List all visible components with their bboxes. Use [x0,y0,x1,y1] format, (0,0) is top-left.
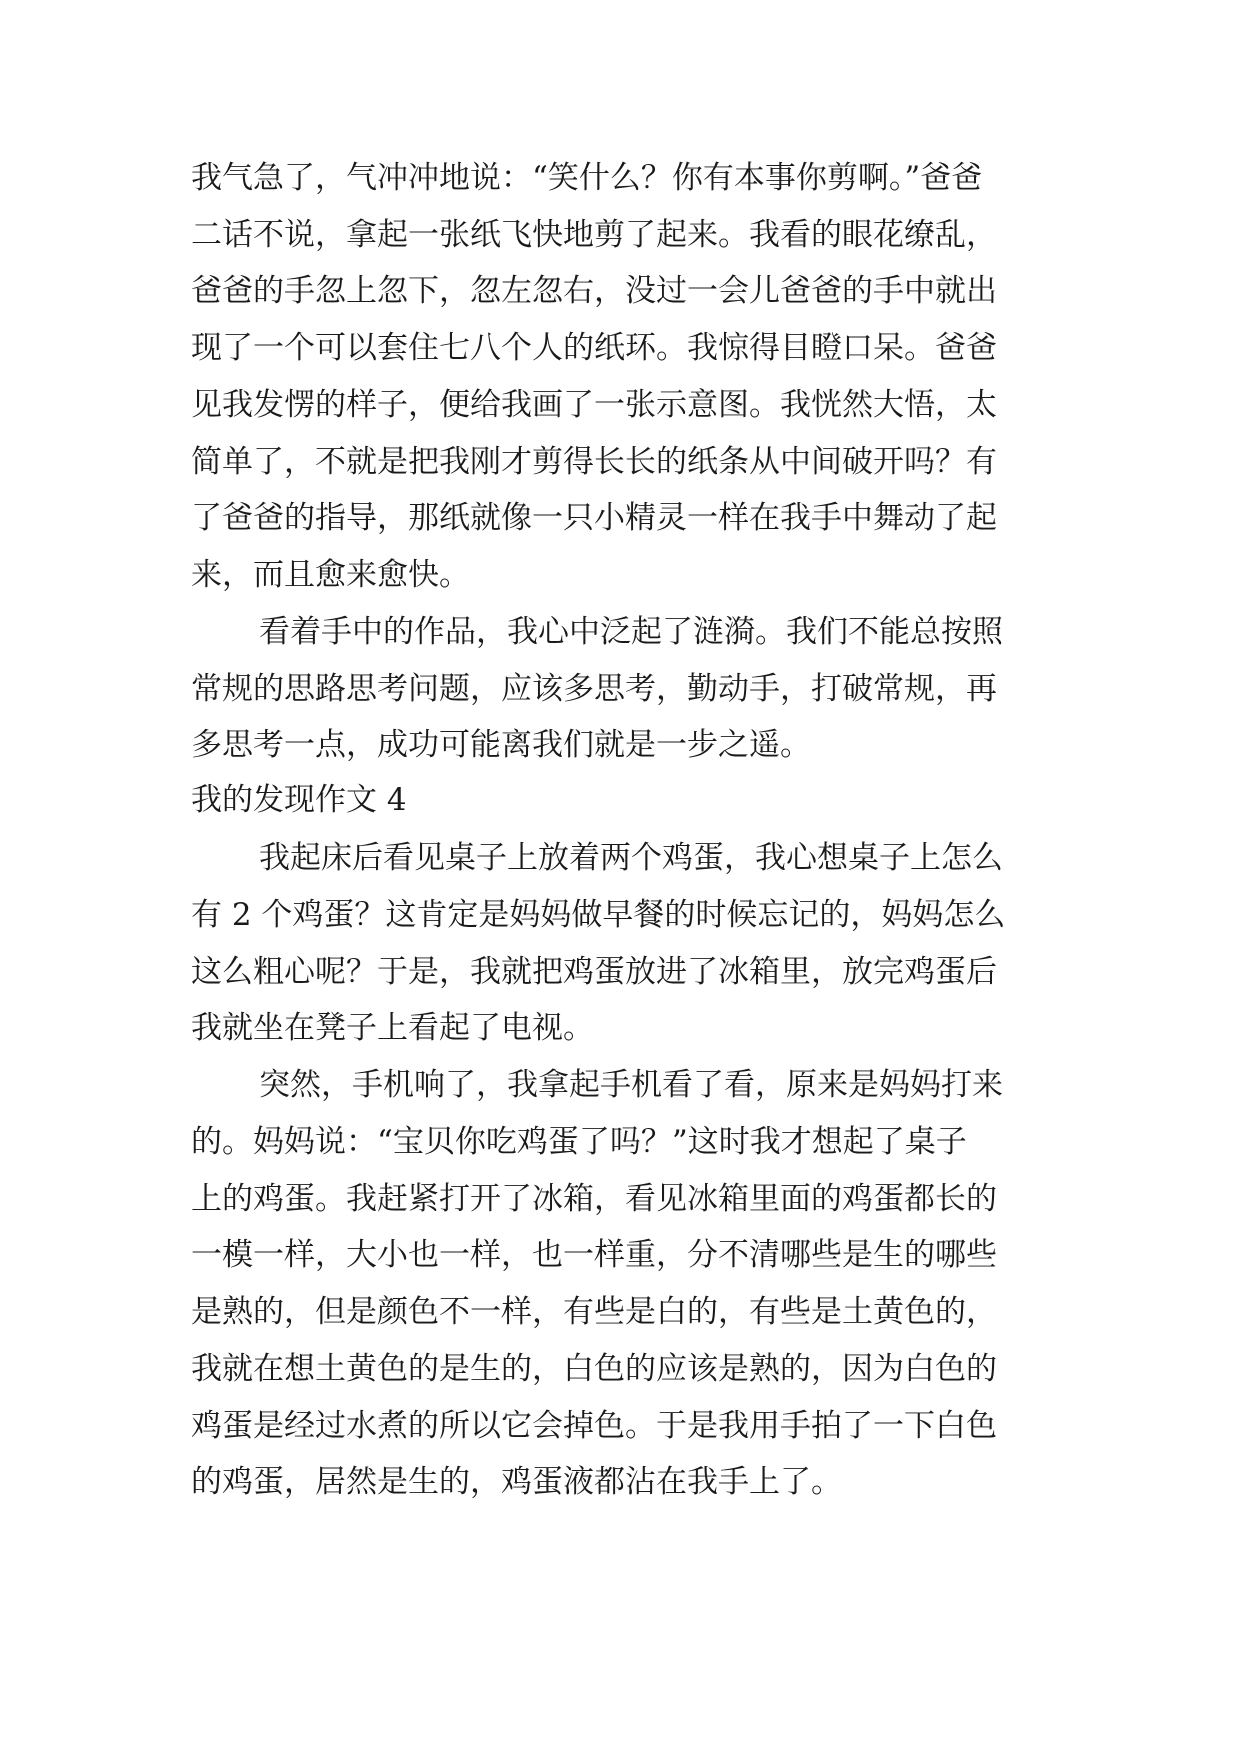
paragraph-line: 爸爸的手忽上忽下，忽左忽右，没过一会儿爸爸的手中就出 [191,273,997,309]
paragraph-line: 鸡蛋是经过水煮的所以它会掉色。于是我用手拍了一下白色 [191,1408,997,1444]
paragraph-line: 多思考一点，成功可能离我们就是一步之遥。 [191,727,811,763]
section-heading: 我的发现作文 4 [191,782,407,818]
paragraph-line: 我就坐在凳子上看起了电视。 [191,1010,594,1046]
paragraph-line: 现了一个可以套住七八个人的纸环。我惊得目瞪口呆。爸爸 [191,330,997,366]
paragraph-line: 一模一样，大小也一样，也一样重，分不清哪些是生的哪些 [191,1237,997,1273]
paragraph-line: 我起床后看见桌子上放着两个鸡蛋，我心想桌子上怎么 [259,840,1003,876]
paragraph-line: 了爸爸的指导，那纸就像一只小精灵一样在我手中舞动了起 [191,500,997,536]
paragraph-line: 的鸡蛋，居然是生的，鸡蛋液都沾在我手上了。 [191,1464,842,1500]
paragraph-line: 二话不说，拿起一张纸飞快地剪了起来。我看的眼花缭乱， [191,217,997,253]
paragraph-line: 我就在想土黄色的是生的，白色的应该是熟的，因为白色的 [191,1351,997,1387]
paragraph-line: 来，而且愈来愈快。 [191,557,470,593]
paragraph-line: 见我发愣的样子，便给我画了一张示意图。我恍然大悟，太 [191,387,997,423]
paragraph-line: 常规的思路思考问题，应该多思考，勤动手，打破常规，再 [191,671,997,707]
paragraph-line: 简单了，不就是把我刚才剪得长长的纸条从中间破开吗？有 [191,444,997,480]
paragraph-line: 看着手中的作品，我心中泛起了涟漪。我们不能总按照 [259,614,1003,650]
paragraph-line: 我气急了，气冲冲地说：“笑什么？你有本事你剪啊。”爸爸 [191,160,983,196]
paragraph-line: 上的鸡蛋。我赶紧打开了冰箱，看见冰箱里面的鸡蛋都长的 [191,1181,997,1217]
paragraph-line: 是熟的，但是颜色不一样，有些是白的，有些是土黄色的， [191,1294,997,1330]
paragraph-line: 的。妈妈说：“宝贝你吃鸡蛋了吗？”这时我才想起了桌子 [191,1124,967,1160]
paragraph-line: 有 2 个鸡蛋？这肯定是妈妈做早餐的时候忘记的，妈妈怎么 [191,897,1006,933]
paragraph-line: 这么粗心呢？于是，我就把鸡蛋放进了冰箱里，放完鸡蛋后 [191,954,997,990]
paragraph-line: 突然，手机响了，我拿起手机看了看，原来是妈妈打来 [259,1067,1003,1103]
